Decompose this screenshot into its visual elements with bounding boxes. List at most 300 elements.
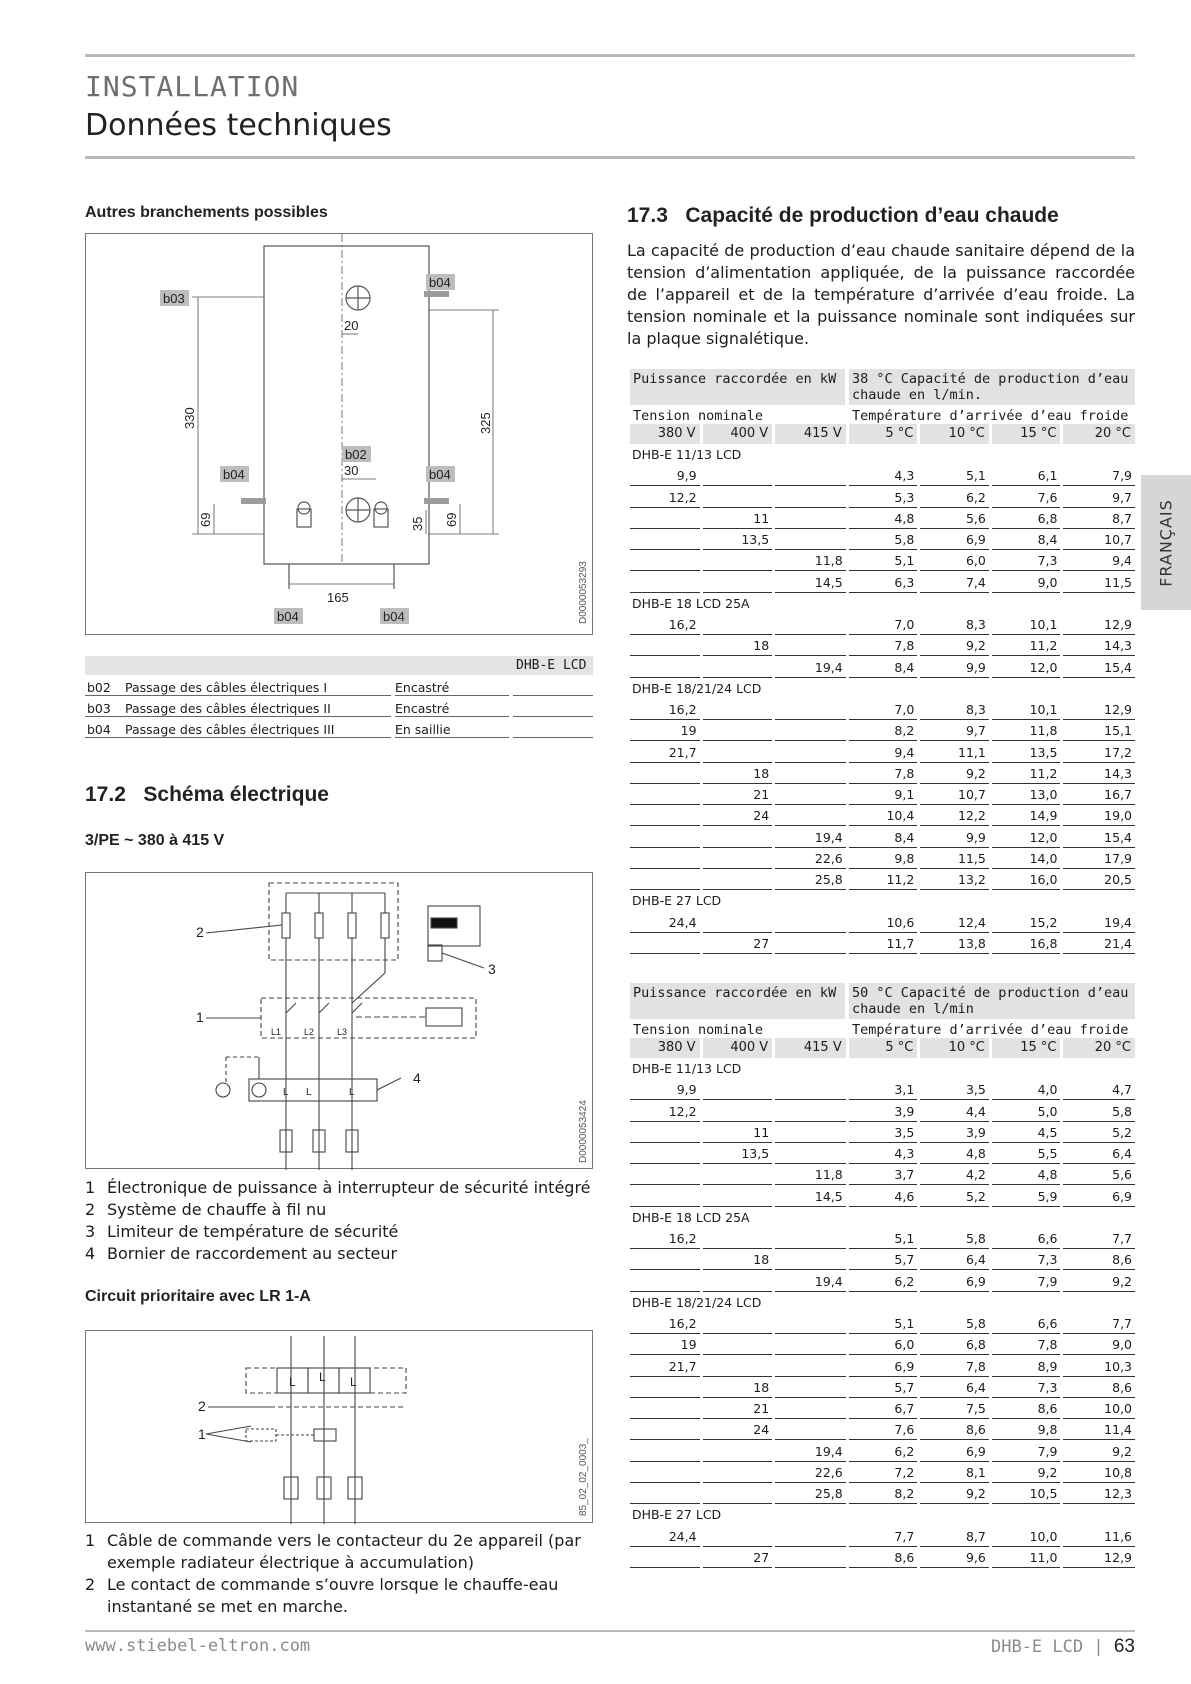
unit-cell: 20 °C (1063, 1038, 1135, 1058)
section-17-2-heading: 17.2 Schéma électrique (85, 783, 329, 806)
table-cell (775, 528, 846, 529)
table-cell: 7,9 (1063, 466, 1135, 486)
capacity-table-50 (630, 983, 1135, 1568)
table-cell: 9,9 (630, 1080, 700, 1100)
table-cell: 9,4 (1063, 551, 1135, 571)
table-cell (703, 1121, 773, 1122)
table-cell: 21,7 (630, 1357, 700, 1377)
table-cell (775, 1269, 846, 1270)
table-cell: 15,1 (1063, 721, 1135, 741)
table-units (630, 1038, 1135, 1058)
table-cell: 16,2 (630, 700, 700, 720)
table-cell: 9,2 (1063, 1442, 1135, 1462)
table-cell: 17,2 (1063, 743, 1135, 763)
table-cell: 7,8 (849, 764, 918, 784)
table-cell (630, 528, 700, 529)
table-cell (703, 1376, 773, 1377)
header-inlet-temp: Température d’arrivée d’eau froide (852, 1022, 1129, 1038)
table-cell: 9,7 (1063, 488, 1135, 508)
table-cell: 24 (703, 1420, 773, 1440)
wiring-diagram (86, 873, 594, 1170)
table-cell: 4,6 (849, 1187, 918, 1207)
terminal-L-2: L (319, 1370, 326, 1384)
table-cell: 9,8 (849, 849, 918, 869)
table-cell: 14,5 (775, 573, 846, 593)
unit-cell: 380 V (630, 424, 700, 444)
table-cell (775, 953, 846, 954)
heading-other-connections: Autres branchements possibles (85, 204, 328, 221)
label-b04-bottom-right: b04 (383, 609, 405, 624)
table-cell: 6,0 (849, 1335, 918, 1355)
table-cell: 13,8 (920, 934, 989, 954)
table-cell (703, 485, 773, 486)
model-group-label: DHB-E 18/21/24 LCD (632, 680, 762, 696)
table-cell: 16,8 (992, 934, 1061, 954)
header-power: Puissance raccordée en kW (633, 985, 837, 1001)
table-row (630, 508, 1135, 529)
table-cell (775, 1142, 846, 1143)
table-cell: 9,1 (849, 785, 918, 805)
table-cell: 7,6 (849, 1420, 918, 1440)
table-cell: 5,6 (1063, 1165, 1135, 1185)
table-cell: 11,5 (1063, 573, 1135, 593)
table-row (630, 1079, 1135, 1100)
unit-cell: 415 V (775, 1038, 846, 1058)
table-cell (703, 1333, 773, 1334)
label-b04-bottom-left: b04 (277, 609, 299, 624)
table-row (630, 571, 1135, 592)
table-cell: 12,0 (992, 658, 1061, 678)
table-cell: 8,7 (1063, 509, 1135, 529)
table-cell: 4,7 (1063, 1080, 1135, 1100)
table-row (630, 1164, 1135, 1185)
table-row (630, 656, 1135, 677)
table-cell: 7,2 (849, 1463, 918, 1483)
table-cell: 11,6 (1063, 1527, 1135, 1547)
table-cell: 5,1 (849, 1314, 918, 1334)
wiring-figure-code: D0000053424 (578, 1100, 589, 1163)
table-cell: 5,1 (849, 551, 918, 571)
label-b04-left: b04 (223, 467, 245, 482)
table-cell: 7,8 (992, 1335, 1061, 1355)
unit-cell: 5 °C (849, 1038, 918, 1058)
table-cell: 6,7 (849, 1399, 918, 1419)
header-inlet-temp: Température d’arrivée d’eau froide (852, 408, 1129, 424)
table-cell: 25,8 (775, 1484, 846, 1504)
table-cell: 11,2 (992, 764, 1061, 784)
table-cell: 7,7 (849, 1527, 918, 1547)
table-row (630, 720, 1135, 741)
table-cell: 5,8 (920, 1229, 989, 1249)
table-cell: 13,5 (992, 743, 1061, 763)
table-cell: 24 (703, 806, 773, 826)
table-cell: 11,8 (775, 1165, 846, 1185)
table-cell: 4,8 (920, 1144, 989, 1164)
table-cell: 19,4 (775, 828, 846, 848)
circuit-callout-2: 2 (198, 1398, 206, 1414)
table-cell: 15,4 (1063, 828, 1135, 848)
table-cell (703, 868, 773, 869)
table-cell: 24,4 (630, 913, 700, 933)
table-cell: 7,8 (920, 1357, 989, 1377)
table-cell: 25,8 (775, 870, 846, 890)
table-cell: 19,4 (775, 658, 846, 678)
table-cell (775, 1099, 846, 1100)
unit-cell: 15 °C (992, 424, 1061, 444)
language-tab: FRANÇAIS (1141, 475, 1191, 610)
table-cell: 22,6 (775, 1463, 846, 1483)
wiring-callout-2: 2 (196, 924, 204, 940)
supply-heading: 3/PE ~ 380 à 415 V (85, 832, 225, 849)
table-cell: 3,5 (849, 1123, 918, 1143)
label-b04-top: b04 (429, 275, 451, 290)
wiring-legend-list (85, 1177, 605, 1265)
table-row (630, 1185, 1135, 1206)
table-cell: 15,2 (992, 913, 1061, 933)
legend-row: b02 Passage des câbles électriques I Encastré (85, 675, 593, 696)
table-cell: 5,8 (1063, 1102, 1135, 1122)
table-cell: 21,7 (630, 743, 700, 763)
table-cell (775, 783, 846, 784)
figure-wiring (85, 872, 593, 1169)
legend-header: DHB-E LCD (85, 656, 593, 675)
table-cell: 4,8 (849, 509, 918, 529)
table-cell (775, 485, 846, 486)
table-cell: 10,7 (920, 785, 989, 805)
table-cell: 8,6 (920, 1420, 989, 1440)
terminal-L-1: L (283, 1087, 289, 1098)
table-cell: 6,9 (1063, 1187, 1135, 1207)
table-cell: 7,3 (992, 551, 1061, 571)
table-cell: 4,3 (849, 466, 918, 486)
footer-rule (85, 1630, 1135, 1632)
table-cell (775, 1121, 846, 1122)
section-17-3-heading: 17.3 Capacité de production d’eau chaude (627, 204, 1059, 227)
table-cell: 14,5 (775, 1187, 846, 1207)
priority-circuit-diagram (86, 1331, 594, 1524)
table-cell: 8,6 (992, 1399, 1061, 1419)
intro-paragraph: La capacité de production d’eau chaude sanitaire dépend de la tension d’alimentation appliquée, de la puissance raccordée de l’appareil et de la température d’arrivée d’eau froide. La tension nominale et la puissance nominale sont indiquées sur la plaque signalétique. (627, 241, 1135, 348)
dim-325: 325 (478, 412, 493, 434)
table-row (630, 1547, 1135, 1568)
table-cell: 6,9 (920, 530, 989, 550)
table-cell: 9,2 (992, 1463, 1061, 1483)
table-cell: 8,6 (1063, 1250, 1135, 1270)
table-cell: 12,4 (920, 913, 989, 933)
model-group-label: DHB-E 27 LCD (632, 893, 722, 909)
table-cell: 19,4 (775, 1442, 846, 1462)
table-row (630, 1334, 1135, 1355)
table-cell: 16,2 (630, 1314, 700, 1334)
table-cell: 6,9 (920, 1442, 989, 1462)
model-group-label: DHB-E 18/21/24 LCD (632, 1294, 762, 1310)
table-cell: 9,9 (920, 828, 989, 848)
table-cell (775, 1546, 846, 1547)
table-cell (630, 1163, 700, 1164)
table-cell: 4,4 (920, 1102, 989, 1122)
header-voltage: Tension nominale (633, 1022, 764, 1038)
table-cell: 12,9 (1063, 700, 1135, 720)
table-cell: 19,4 (1063, 913, 1135, 933)
list-item: 3 Limiteur de température de sécurité (85, 1222, 399, 1241)
figure-priority-circuit (85, 1330, 593, 1523)
table-cell (630, 1482, 700, 1483)
model-group-label: DHB-E 11/13 LCD (632, 1061, 742, 1076)
table-cell: 6,6 (992, 1314, 1061, 1334)
table-cell (703, 932, 773, 933)
table-cell: 18 (703, 1250, 773, 1270)
table-cell: 19 (630, 721, 700, 741)
legend-table (85, 656, 593, 738)
table-cell: 18 (703, 764, 773, 784)
table-cell: 19,4 (775, 1272, 846, 1292)
table-row (630, 911, 1135, 932)
unit-cell: 15 °C (992, 1038, 1061, 1058)
top-rule (85, 54, 1135, 57)
table-cell (630, 1397, 700, 1398)
table-cell: 6,2 (849, 1442, 918, 1462)
table-cell: 6,6 (992, 1229, 1061, 1249)
list-item: 2 Le contact de commande s’ouvre lorsque le chauffe-eau instantané se met en marche. (85, 1575, 559, 1616)
table-cell (703, 740, 773, 741)
table-cell: 6,8 (992, 509, 1061, 529)
table-cell (630, 1461, 700, 1462)
table-cell: 9,2 (920, 1484, 989, 1504)
table-row (630, 1483, 1135, 1504)
table-cell: 12,2 (920, 806, 989, 826)
heading-priority-circuit: Circuit prioritaire avec LR 1-A (85, 1288, 311, 1305)
table-cell (703, 1184, 773, 1185)
unit-cell: 400 V (703, 1038, 773, 1058)
table-cell (703, 762, 773, 763)
terminal-L-3: L (349, 1087, 355, 1098)
table-cell: 6,4 (920, 1250, 989, 1270)
table-row (630, 486, 1135, 507)
table-cell (775, 740, 846, 741)
list-item: 1 Électronique de puissance à interrupteur de sécurité intégré (85, 1178, 591, 1197)
table-cell: 22,6 (775, 849, 846, 869)
table-cell: 8,4 (849, 828, 918, 848)
table-cell (630, 953, 700, 954)
dim-165: 165 (327, 590, 349, 605)
label-L2: L2 (304, 1027, 315, 1037)
footer-url: www.stiebel-eltron.com (85, 1636, 311, 1656)
label-b02: b02 (345, 447, 367, 462)
table-cell (703, 1354, 773, 1355)
table-row (630, 1313, 1135, 1334)
table-cell: 7,5 (920, 1399, 989, 1419)
terminal-L-3: L (350, 1375, 357, 1389)
table-cell: 21 (703, 1399, 773, 1419)
table-cell (775, 719, 846, 720)
table-cell (775, 1567, 846, 1568)
table-cell: 19,0 (1063, 806, 1135, 826)
table-cell: 5,3 (849, 488, 918, 508)
table-cell: 6,9 (849, 1357, 918, 1377)
list-item: 4 Bornier de raccordement au secteur (85, 1244, 398, 1263)
table-row (630, 1377, 1135, 1398)
table-cell (775, 1163, 846, 1164)
model-group-label: DHB-E 11/13 LCD (632, 447, 742, 462)
table-cell (703, 570, 773, 571)
section-label: INSTALLATION (85, 70, 300, 103)
figure-dimensions (85, 233, 593, 635)
table-cell (703, 1461, 773, 1462)
table-cell (630, 570, 700, 571)
table-cell (775, 1333, 846, 1334)
capacity-table-38 (630, 369, 1135, 954)
table-row (630, 550, 1135, 571)
circuit-callout-1: 1 (198, 1426, 206, 1442)
table-cell (630, 1567, 700, 1568)
circuit-legend-list (85, 1530, 595, 1618)
table-cell: 6,0 (920, 551, 989, 571)
model-group-label: DHB-E 27 LCD (632, 1507, 722, 1523)
dim-30: 30 (344, 463, 359, 478)
table-cell: 8,9 (992, 1357, 1061, 1377)
table-cell: 10,6 (849, 913, 918, 933)
wiring-callout-1: 1 (196, 1009, 204, 1025)
table-cell: 24,4 (630, 1527, 700, 1547)
table-cell (630, 655, 700, 656)
table-cell: 9,4 (849, 743, 918, 763)
table-row (630, 763, 1135, 784)
table-cell (775, 1376, 846, 1377)
table-cell (703, 847, 773, 848)
table-cell (775, 1354, 846, 1355)
table-cell: 16,2 (630, 1229, 700, 1249)
table-cell: 10,8 (1063, 1463, 1135, 1483)
table-cell (703, 1248, 773, 1249)
table-row (630, 741, 1135, 762)
table-cell: 10,1 (992, 615, 1061, 635)
table-cell: 7,9 (992, 1272, 1061, 1292)
table-cell: 6,3 (849, 573, 918, 593)
table-cell: 14,3 (1063, 636, 1135, 656)
table-cell: 3,9 (920, 1123, 989, 1143)
table-cell: 6,9 (920, 1272, 989, 1292)
table-cell (703, 1482, 773, 1483)
unit-cell: 20 °C (1063, 424, 1135, 444)
table-cell: 6,2 (920, 488, 989, 508)
table-cell: 15,4 (1063, 658, 1135, 678)
table-cell: 6,1 (992, 466, 1061, 486)
table-cell: 21 (703, 785, 773, 805)
table-cell (775, 1418, 846, 1419)
table-cell: 7,0 (849, 615, 918, 635)
table-cell (630, 783, 700, 784)
table-cell (630, 1184, 700, 1185)
table-cell: 7,8 (849, 636, 918, 656)
table-cell: 4,8 (992, 1165, 1061, 1185)
table-row (630, 1419, 1135, 1440)
table-row (630, 635, 1135, 656)
table-cell (775, 549, 846, 550)
wiring-callout-3: 3 (488, 961, 496, 977)
table-cell: 5,7 (849, 1250, 918, 1270)
table-cell: 12,0 (992, 828, 1061, 848)
unit-cell: 415 V (775, 424, 846, 444)
table-cell: 12,2 (630, 1102, 700, 1122)
table-cell (775, 634, 846, 635)
table-cell: 8,4 (992, 530, 1061, 550)
table-cell: 18 (703, 1378, 773, 1398)
model-group-label: DHB-E 18 LCD 25A (632, 595, 750, 611)
table-cell: 3,7 (849, 1165, 918, 1185)
table-cell: 5,1 (849, 1229, 918, 1249)
table-cell: 4,5 (992, 1123, 1061, 1143)
table-cell: 10,7 (1063, 530, 1135, 550)
table-cell: 5,5 (992, 1144, 1061, 1164)
table-cell (703, 507, 773, 508)
table-cell: 16,0 (992, 870, 1061, 890)
header-capacity: 38 °C Capacité de production d’eau chaude en l/min. (845, 369, 1135, 405)
table-row (630, 1270, 1135, 1291)
table-cell (775, 655, 846, 656)
table-cell: 11 (703, 1123, 773, 1143)
table-cell: 7,4 (920, 573, 989, 593)
table-cell: 7,3 (992, 1250, 1061, 1270)
table-row (630, 529, 1135, 550)
table-cell: 4,3 (849, 1144, 918, 1164)
table-cell: 12,9 (1063, 1548, 1135, 1568)
table-row (630, 465, 1135, 486)
table-cell: 18 (703, 636, 773, 656)
table-cell (775, 932, 846, 933)
legend-row: b03 Passage des câbles électriques II Encastré (85, 696, 593, 717)
table-cell: 8,2 (849, 1484, 918, 1504)
table-cell: 5,8 (920, 1314, 989, 1334)
table-cell: 11,4 (1063, 1420, 1135, 1440)
list-item: 1 Câble de commande vers le contacteur du 2e appareil (par exemple radiateur électrique à accumulation) (85, 1531, 581, 1572)
table-cell: 4,2 (920, 1165, 989, 1185)
table-cell: 7,3 (992, 1378, 1061, 1398)
header-voltage: Tension nominale (633, 408, 764, 424)
table-cell: 5,2 (920, 1187, 989, 1207)
dim-35: 35 (410, 516, 425, 531)
unit-cell: 380 V (630, 1038, 700, 1058)
model-group-label: DHB-E 18 LCD 25A (632, 1209, 750, 1225)
dim-330: 330 (182, 407, 197, 429)
table-cell: 5,1 (920, 466, 989, 486)
table-cell: 10,0 (1063, 1399, 1135, 1419)
table-cell (630, 1418, 700, 1419)
table-cell: 6,4 (920, 1378, 989, 1398)
table-cell: 8,6 (849, 1548, 918, 1568)
table-cell (630, 825, 700, 826)
table-row (630, 1525, 1135, 1546)
table-cell (630, 549, 700, 550)
page-title: Données techniques (85, 108, 392, 143)
label-L1: L1 (271, 1027, 282, 1037)
table-cell: 10,4 (849, 806, 918, 826)
unit-cell: 5 °C (849, 424, 918, 444)
table-cell (775, 1248, 846, 1249)
table-cell: 10,1 (992, 700, 1061, 720)
table-cell: 6,4 (1063, 1144, 1135, 1164)
table-cell (630, 1142, 700, 1143)
unit-cell: 10 °C (920, 424, 989, 444)
table-cell (630, 804, 700, 805)
table-row (630, 1122, 1135, 1143)
table-cell: 14,3 (1063, 764, 1135, 784)
table-row (630, 1398, 1135, 1419)
dim-69-right: 69 (444, 512, 459, 527)
unit-cell: 10 °C (920, 1038, 989, 1058)
table-cell: 3,9 (849, 1102, 918, 1122)
label-b04-right: b04 (429, 467, 451, 482)
table-row (630, 1462, 1135, 1483)
